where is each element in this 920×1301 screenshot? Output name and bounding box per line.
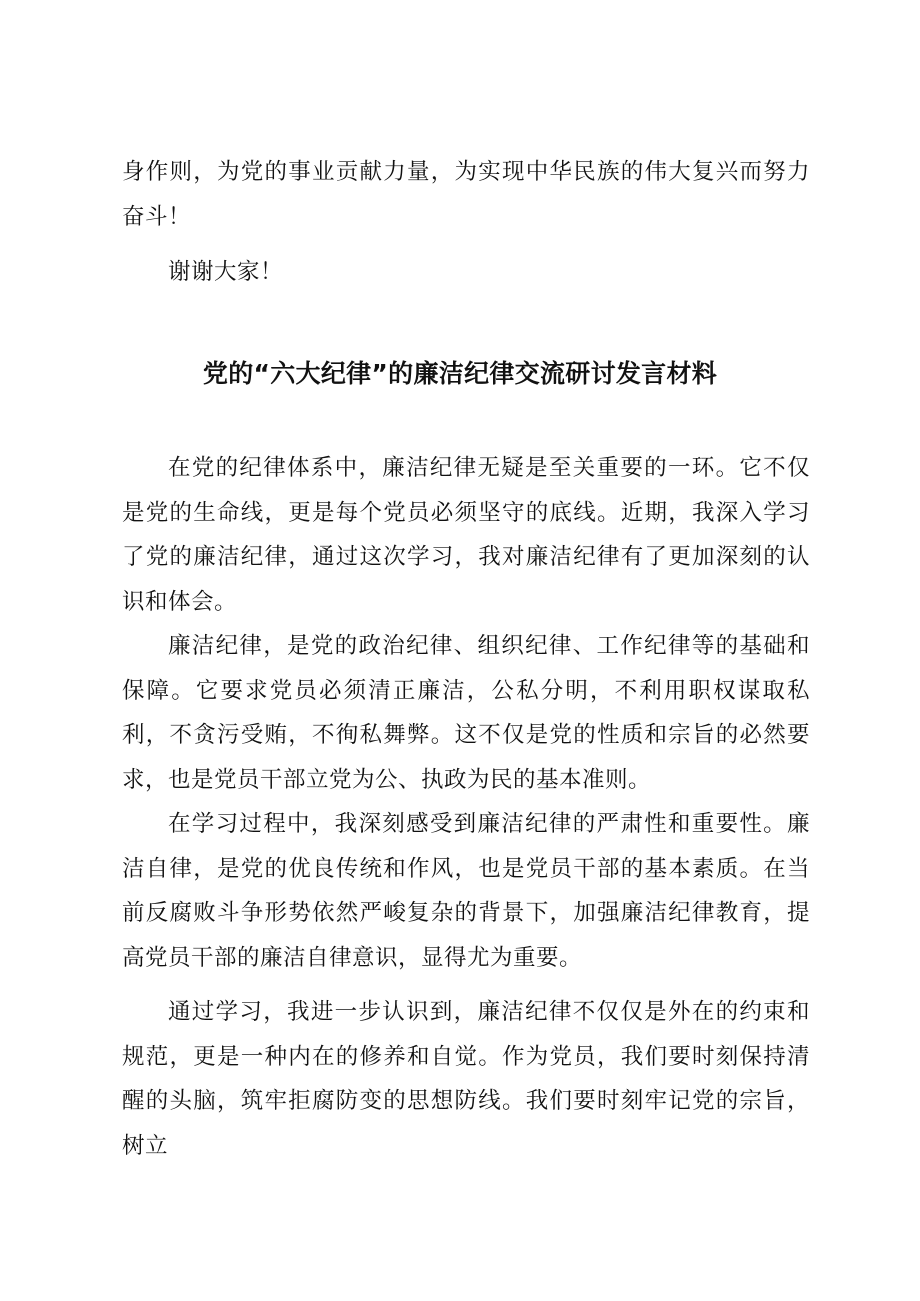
body-paragraph-4: 通过学习，我进一步认识到，廉洁纪律不仅仅是外在的约束和规范，更是一种内在的修养和自觉。作为党员，我们要时刻保持清醒的头脑，筑牢拒腐防变的思想防线。我们要时刻牢记党的宗旨，树立	[122, 999, 810, 1159]
body-paragraph-1: 在党的纪律体系中，廉洁纪律无疑是至关重要的一环。它不仅是党的生命线，更是每个党员必须坚守的底线。近期，我深入学习了党的廉洁纪律，通过这次学习，我对廉洁纪律有了更加深刻的认识和体会。	[122, 455, 810, 615]
closing-paragraph: 谢谢大家！	[168, 259, 284, 285]
document-title: 党的“六大纪律”的廉洁纪律交流研讨发言材料	[202, 359, 718, 388]
body-paragraph-3: 在学习过程中，我深刻感受到廉洁纪律的严肃性和重要性。廉洁自律，是党的优良传统和作风，也是党员干部的基本素质。在当前反腐败斗争形势依然严峻复杂的背景下，加强廉洁纪律教育，提高党员干部的廉洁自律意识，显得尤为重要。	[122, 811, 810, 971]
continuation-paragraph: 身作则，为党的事业贡献力量，为实现中华民族的伟大复兴而努力奋斗！	[122, 159, 810, 230]
body-paragraph-2: 廉洁纪律，是党的政治纪律、组织纪律、工作纪律等的基础和保障。它要求党员必须清正廉洁，公私分明，不利用职权谋取私利，不贪污受贿，不徇私舞弊。这不仅是党的性质和宗旨的必然要求，也是党员干部立党为公、执政为民的基本准则。	[122, 633, 810, 793]
